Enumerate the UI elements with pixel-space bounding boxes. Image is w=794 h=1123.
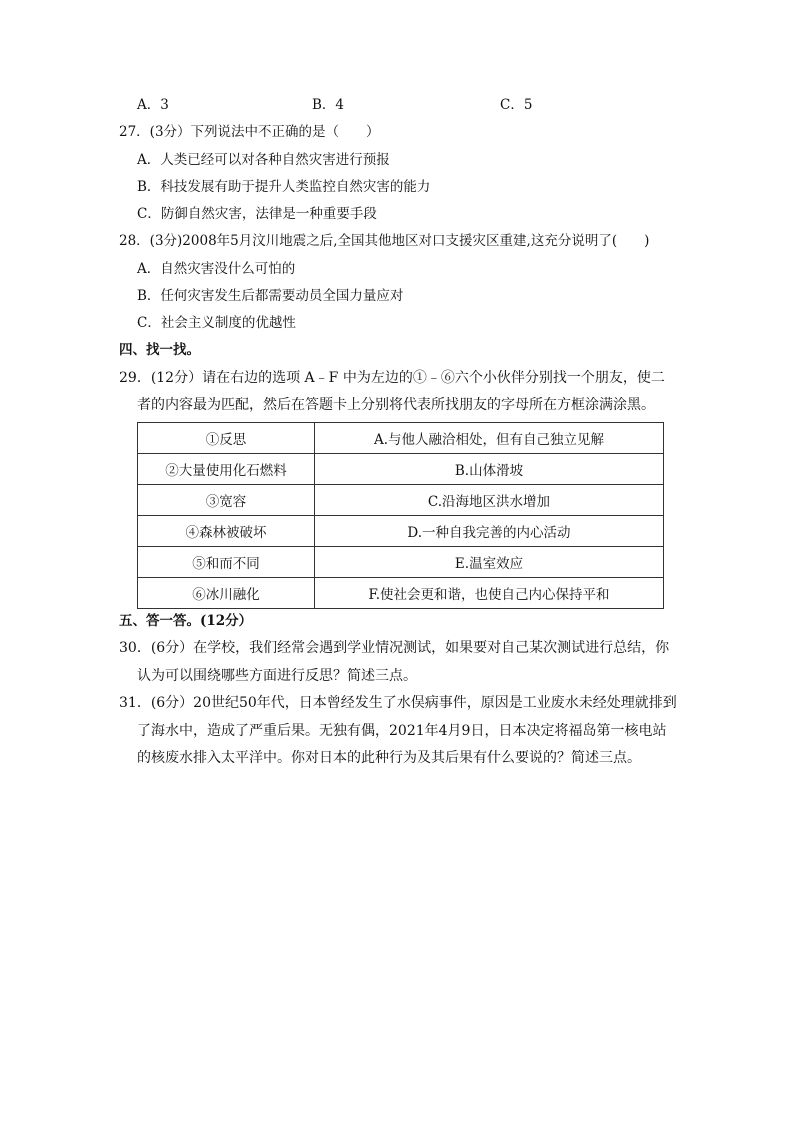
question-27-option-a: A．人类已经可以对各种自然灾害进行预报 bbox=[137, 152, 390, 168]
section-4-title: 四、找一找。 bbox=[119, 342, 200, 358]
question-29-line-1: 29．(12分）请在右边的选项 A﹣F 中为左边的①﹣⑥六个小伙伴分别找一个朋友，使二 bbox=[119, 370, 665, 386]
table-cell-left: ②大量使用化石燃料 bbox=[138, 454, 315, 485]
question-28-option-c: C．社会主义制度的优越性 bbox=[137, 315, 296, 331]
question-27-option-b: B．科技发展有助于提升人类监控自然灾害的能力 bbox=[137, 179, 431, 195]
table-row bbox=[138, 423, 664, 454]
table-cell-right: D.一种自我完善的内心活动 bbox=[315, 516, 664, 547]
table-cell-right: B.山体滑坡 bbox=[315, 454, 664, 485]
table-cell-left: ③宽容 bbox=[138, 485, 315, 516]
question-31-line-1: 31．(6分）20世纪50年代，日本曾经发生了水俣病事件，原因是工业废水未经处理就排到 bbox=[119, 695, 677, 711]
question-27-stem: 27．(3分）下列说法中不正确的是（ ） bbox=[119, 124, 380, 140]
question-28-option-a: A．自然灾害没什么可怕的 bbox=[137, 261, 296, 277]
question-29-line-2: 者的内容最为匹配，然后在答题卡上分别将代表所找朋友的字母所在方框涂满涂黑。 bbox=[137, 397, 655, 413]
table-cell-left: ①反思 bbox=[138, 423, 315, 454]
table-cell-right: E.温室效应 bbox=[315, 547, 664, 578]
question-31-line-3: 的核废水排入太平洋中。你对日本的此种行为及其后果有什么要说的？简述三点。 bbox=[137, 750, 641, 766]
table-cell-right: A.与他人融洽相处，但有自己独立见解 bbox=[315, 423, 664, 454]
table-cell-left: ④森林被破坏 bbox=[138, 516, 315, 547]
question-31-line-2: 了海水中，造成了严重后果。无独有偶，2021年4月9日，日本决定将福岛第一核电站 bbox=[137, 723, 667, 739]
question-27-option-c: C．防御自然灾害，法律是一种重要手段 bbox=[137, 206, 377, 222]
table-row bbox=[138, 547, 664, 578]
table-cell-left: ⑥冰川融化 bbox=[138, 578, 315, 609]
question-30-line-1: 30．(6分）在学校，我们经常会遇到学业情况测试，如果要对自己某次测试进行总结，你 bbox=[119, 640, 670, 656]
question-28-stem: 28．(3分)2008年5月汶川地震之后,全国其他地区对口支援灾区重建,这充分说明了( ) bbox=[119, 233, 650, 249]
table-cell-right: F.使社会更和谐，也使自己内心保持平和 bbox=[315, 578, 664, 609]
question-28-option-b: B．任何灾害发生后都需要动员全国力量应对 bbox=[137, 288, 404, 304]
option-c: C．5 bbox=[500, 97, 533, 113]
option-b: B．4 bbox=[312, 97, 345, 113]
question-30-line-2: 认为可以围绕哪些方面进行反思？简述三点。 bbox=[137, 668, 417, 684]
table-cell-right: C.沿海地区洪水增加 bbox=[315, 485, 664, 516]
matching-table bbox=[137, 422, 664, 609]
option-a: A．3 bbox=[137, 97, 169, 113]
table-row bbox=[138, 454, 664, 485]
table-cell-left: ⑤和而不同 bbox=[138, 547, 315, 578]
section-5-title: 五、答一答。(12分） bbox=[119, 613, 253, 629]
table-row bbox=[138, 578, 664, 609]
table-row bbox=[138, 485, 664, 516]
table-row bbox=[138, 516, 664, 547]
